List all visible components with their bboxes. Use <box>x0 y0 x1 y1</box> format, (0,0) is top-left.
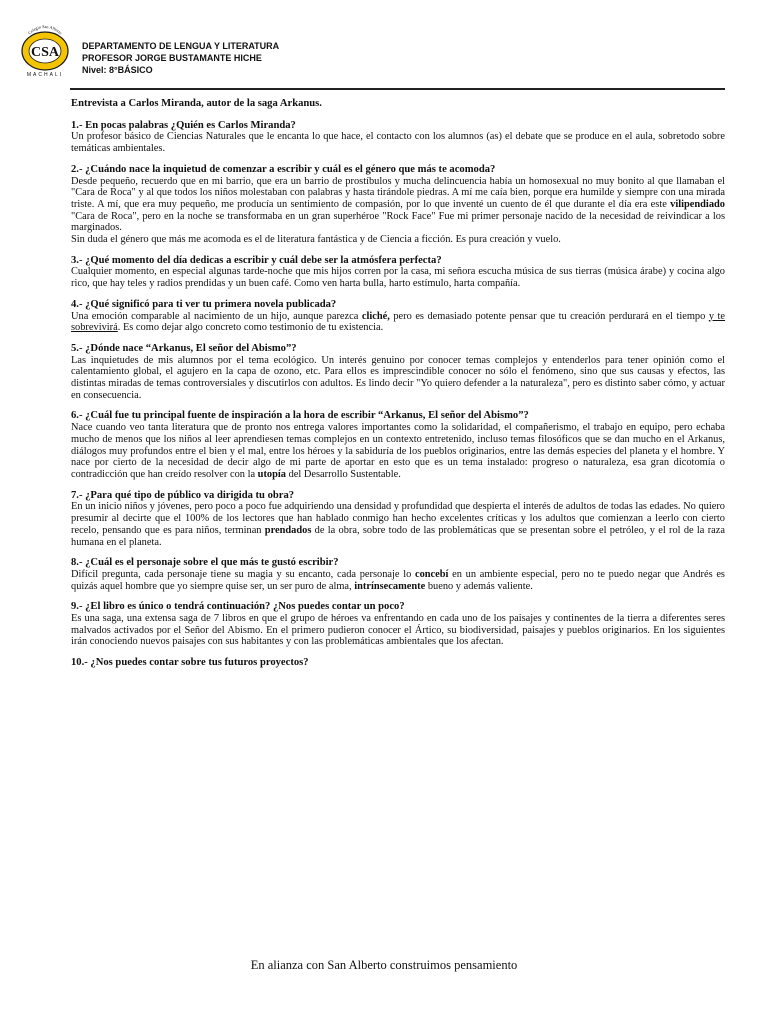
answer-bold-word: utopía <box>257 468 286 480</box>
csa-emblem-icon <box>14 22 76 78</box>
question-block-5 <box>71 343 725 402</box>
question-block-8 <box>71 557 725 592</box>
answer-text: Es una saga, una extensa saga de 7 libros en que el grupo de héroes va enfrentando en cada uno de los paisajes y continentes de la tierra a diferentes seres malvados activados por el Señor del Abismo. En el primero pudieron conocer el Ártico, su biodiversidad, paisajes y pueblos originarios. En los siguientes irán conociendo nuevos paisajes con sus habitantes y con las problemáticas ambientales que los afectan. <box>71 613 725 648</box>
teacher-line: PROFESOR JORGE BUSTAMANTE HICHE <box>82 53 262 63</box>
department-line: DEPARTAMENTO DE LENGUA Y LITERATURA <box>82 41 280 51</box>
document-header <box>82 40 279 76</box>
school-logo <box>14 22 76 78</box>
answer-text <box>71 176 725 235</box>
answer-span: En un inicio niños y jóvenes, pero poco a poco fue adquiriendo una densidad y profundidad que despierta el interés de adultos de todas las edades. No quiero presumir al decirte que el 100% de los lectores que han hablado conmigo han hecho excelentes críticas y los adultos que comienzan a leerlo con cierto recelo, pensando que es para niños, terminan <box>71 501 725 536</box>
answer-span: Difícil pregunta, cada personaje tiene su magia y su encanto, cada personaje lo <box>71 568 415 580</box>
logo-bottom-text: MACHALI <box>26 72 64 78</box>
logo-top-text: Colegio San Alberto <box>26 23 64 36</box>
answer-span: pero es demasiado potente pensar que tu creación perdurará en el tiempo <box>389 310 709 322</box>
question-block-2 <box>71 164 725 246</box>
question-heading: 3.- ¿Qué momento del día dedicas a escribir y cuál debe ser la atmósfera perfecta? <box>71 254 442 266</box>
question-heading: 9.- ¿El libro es único o tendrá continuación? ¿Nos puedes contar un poco? <box>71 601 405 613</box>
question-block-4 <box>71 299 725 334</box>
answer-bold-word: cliché, <box>361 310 390 322</box>
answer-bold-word: concebí <box>414 568 449 580</box>
question-block-1 <box>71 120 725 155</box>
question-heading: 7.- ¿Para qué tipo de público va dirigida tu obra? <box>71 489 295 501</box>
question-block-3 <box>71 255 725 290</box>
answer-text: Cualquier momento, en especial algunas tarde-noche que mis hijos corren por la casa, mi señora escucha música de sus tierras (música árabe) y cocina algo rico, que hay teles y radios prendidas y un buen café. Como ven harta bulla, harto estímulo, harta compañía. <box>71 266 725 290</box>
answer-span: bueno y además valiente. <box>425 580 533 592</box>
question-block-9 <box>71 601 725 648</box>
level-line: Nivel: 8°BÁSICO <box>82 65 153 75</box>
question-heading: 1.- En pocas palabras ¿Quién es Carlos Miranda? <box>71 119 296 131</box>
question-heading: 8.- ¿Cuál es el personaje sobre el que más te gustó escribir? <box>71 557 339 569</box>
answer-bold-word: intrínsecamente <box>354 580 426 592</box>
question-heading: 10.- ¿Nos puedes contar sobre tus futuros proyectos? <box>71 657 309 669</box>
answer-span: Nace cuando veo tanta literatura que de pronto nos entrega valores importantes como la solidaridad, el compañerismo, el trabajo en equipo, pero echaba mucho de menos que los niños al leer aprendiesen temas complejos en un contexto entretenido, incluso temas filosóficos que se dan mucho en el Arkanus, diálogos muy profundos entre el bien y el mal, entre los héroes y la sabiduría de los pueblos originarios, entre las demás especies del planeta y el hombre. Y nace por cierto de la necesidad de decir algo de mi parte de aportar en esto que es un tema instalado: progreso o naturaleza, esa gran dicotomía o contradicción que han creído resolver con la <box>71 422 725 480</box>
interview-body <box>71 98 725 678</box>
answer-span: . Es como dejar algo concreto como testimonio de tu existencia. <box>117 322 384 334</box>
question-heading: 4.- ¿Qué significó para ti ver tu primera novela publicada? <box>71 298 337 310</box>
question-block-10 <box>71 657 725 669</box>
answer-text: Sin duda el género que más me acomoda es el de literatura fantástica y de Ciencia a ficción. Es pura creación y vuelo. <box>71 234 561 246</box>
answer-text: Las inquietudes de mis alumnos por el tema ecológico. Un interés genuino por conocer temas complejos y entenderlos para tener opinión como el calentamiento global, el agujero en la capa de ozono, etc. Para ellos es imprescindible conocer no sólo el fenómeno, sino que sus causas y efectos, las distintas miradas de temas controversiales y discutirlos con adultos. Es lindo decir "Yo quiero defender a la naturaleza", pero es distinto saber cómo, y actuar en consecuencia. <box>71 354 725 401</box>
answer-span: en un ambiente especial, pero no te puedo negar que Andrés es quizás aquel hombre que yo siempre quise ser, un ser puro de alma, <box>71 568 725 592</box>
answer-span: Una emoción comparable al nacimiento de un hijo, aunque parezca <box>71 310 362 322</box>
answer-span: de la obra, sobre todo de las problemáticas que se presentan sobre el petróleo, y el rol de la raza humana en el planeta. <box>71 524 725 548</box>
answer-span: Desde pequeño, recuerdo que en mi barrio, que era un barrio de prostíbulos y mucha delincuencia había un homosexual no muy bonito al que llamaban el "Cara de Roca" y al que todos los niños molestaban con palabras y hasta tirándole piedras. A mí me caía bien, porque era humilde y siempre con una mirada triste. A mí, que era muy pequeño, me producía un sentimiento de compasión, por lo que inventé un cuento de él que durante el día era este <box>71 175 725 210</box>
header-divider <box>70 88 725 90</box>
question-block-6 <box>71 410 725 480</box>
answer-text: Un profesor básico de Ciencias Naturales que le encanta lo que hace, el contacto con los alumnos (as) el debate que se produce en el aula, sobretodo sobre temáticas ambientales. <box>71 131 725 155</box>
answer-span: "Cara de Roca", pero en la noche se transformaba en un gran superhéroe "Rock Face" Fue mi primer personaje nacido de la necesidad de reivindicar a los marginados. <box>71 210 725 234</box>
answer-text <box>71 311 725 334</box>
page-footer: En alianza con San Alberto construimos pensamiento <box>250 958 518 972</box>
question-heading: 6.- ¿Cuál fue tu principal fuente de inspiración a la hora de escribir “Arkanus, El señor del Abismo”? <box>71 410 529 422</box>
question-block-7 <box>71 490 725 549</box>
question-heading: 5.- ¿Dónde nace “Arkanus, El señor del Abismo”? <box>71 342 297 354</box>
answer-text <box>71 501 725 548</box>
document-title: Entrevista a Carlos Miranda, autor de la saga Arkanus. <box>71 98 322 109</box>
answer-text <box>71 422 725 481</box>
answer-text <box>71 569 725 592</box>
logo-initials: CSA <box>30 45 60 60</box>
question-heading: 2.- ¿Cuándo nace la inquietud de comenzar a escribir y cuál es el género que más te acomoda? <box>71 163 496 175</box>
answer-span: del Desarrollo Sustentable. <box>285 468 401 480</box>
answer-underlined-phrase: y te sobrevivirá <box>71 310 726 334</box>
answer-bold-word: prendados <box>264 524 312 536</box>
answer-bold-word: vilipendiado <box>670 198 725 210</box>
